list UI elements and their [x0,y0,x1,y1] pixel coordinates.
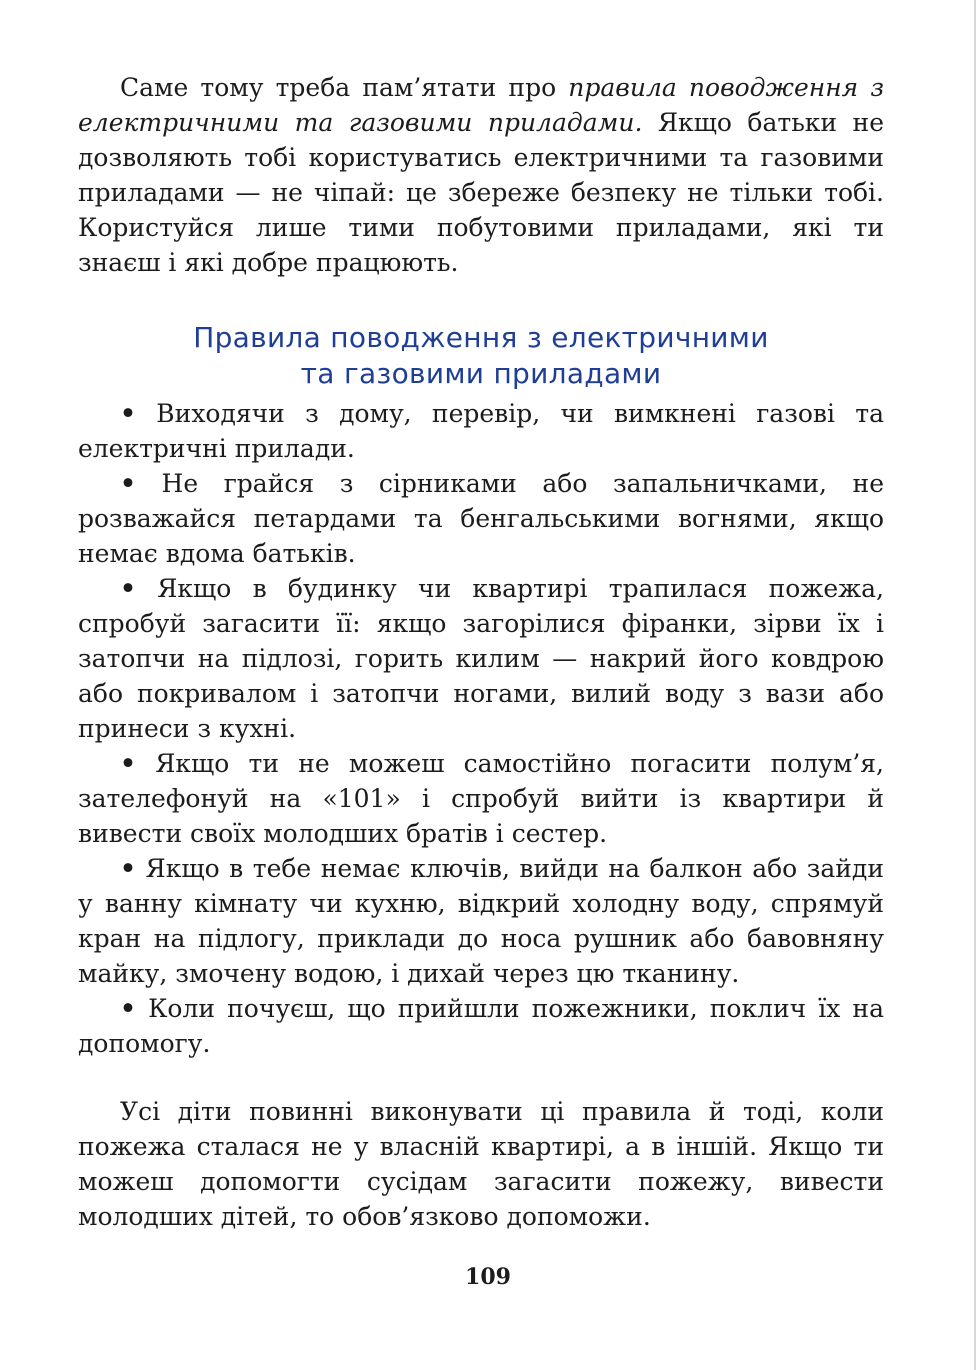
rule-item [78,991,884,1061]
outro-paragraph-block [78,1094,884,1234]
outro-paragraph: Усі діти повинні виконувати ці правила й тоді, коли пожежа сталася не у власній квартирі, а в іншій. Якщо ти можеш допомогти сусідам загасити пожежу, вивести молодших дітей, то обов’язково допоможи. [78,1097,884,1231]
section-heading-line-2: та газовими приладами [300,357,662,390]
intro-paragraph-block [78,70,884,280]
rules-list [78,396,884,1061]
rule-text: Не грайся з сірниками або запальничками, не розважайся петардами та бенгальськими вогнями, якщо немає вдома батьків. [78,469,884,568]
page-number: 109 [465,1264,511,1290]
bullet-icon: • [120,994,136,1023]
rule-item [78,466,884,571]
bullet-icon: • [120,854,136,883]
section-heading-line-1: Правила поводження з електричними [193,321,769,354]
intro-emphasis: правила поводження з електричними та газовими приладами. [78,73,885,137]
rule-item [78,851,884,991]
rule-text: Виходячи з дому, перевір, чи вимкнені газові та електричні прилади. [78,399,884,463]
section-heading [78,320,884,392]
bullet-icon: • [120,399,136,428]
rule-item [78,571,884,746]
bullet-icon: • [120,749,136,778]
rule-item [78,396,884,466]
intro-paragraph [78,70,884,280]
intro-text-before: Саме тому треба пам’ятати про [120,73,569,102]
rule-item [78,746,884,851]
bullet-icon: • [120,469,136,498]
rule-text: Якщо в будинку чи квартирі трапилася пожежа, спробуй загасити її: якщо загорілися фіранки, зірви їх і затопчи на підлозі, горить килим — накрий його ковдрою або покривалом і затопчи ногами, вилий воду з вази або принеси з кухні. [78,574,884,743]
rule-text: Якщо в тебе немає ключів, вийди на балкон або зайди у ванну кімнату чи кухню, відкрий холодну воду, спрямуй кран на підлогу, приклади до носа рушник або бавовняну майку, змочену водою, і дихай через цю тканину. [78,854,884,988]
bullet-icon: • [120,574,136,603]
rule-text: Коли почуєш, що прийшли пожежники, поклич їх на допомогу. [78,994,884,1058]
intro-text-after: Якщо батьки не дозволяють тобі користуватись електричними та газовими приладами — не чіпай: це збереже безпеку не тільки тобі. Користуйся лише тими побутовими приладами, які ти знаєш і які добре працюють. [78,108,884,277]
rule-text: Якщо ти не можеш самостійно погасити полум’я, зателефонуй на «101» і спробуй вийти із квартири й вивести своїх молодших братів і сестер. [78,749,884,848]
